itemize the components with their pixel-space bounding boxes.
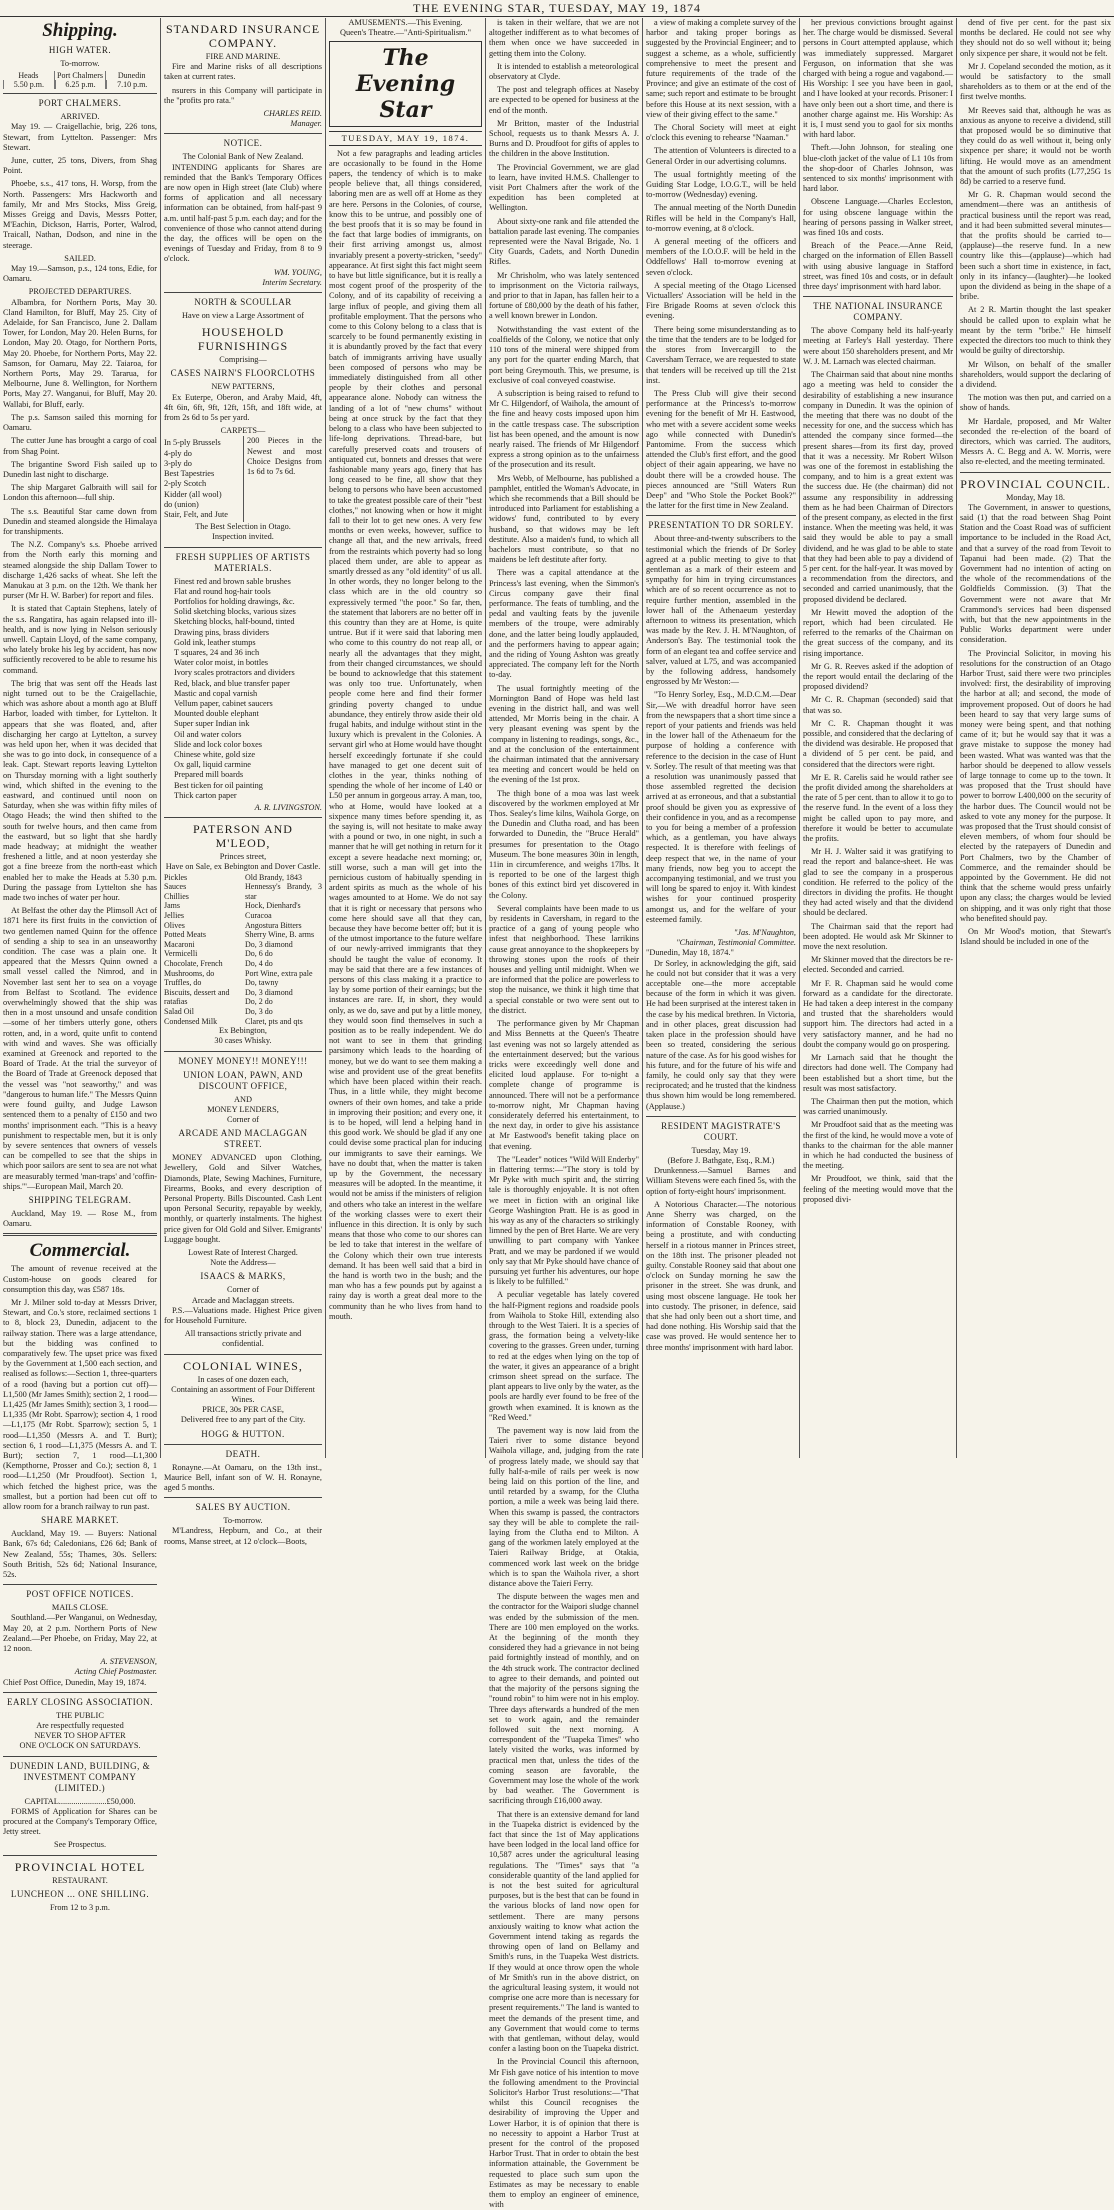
- sales-text: M'Landress, Hepburn, and Co., at their rooms, Manse street, at 12 o'clock—Boots,: [164, 1526, 322, 1546]
- sailed-item: May 19.—Samson, p.s., 124 tons, Edie, for Oamaru.: [3, 264, 157, 284]
- sale-list: Pickles Sauces Chillies Jams Jellies Olives Potted Meats Macaroni Vermicelli Chocolate, French Mushrooms, do Truffles, do Biscuits, dessert and ratafias Salad Oil Condensed Milk Old Brandy, 1843 Hennessy's Brandy, 3 star Hock, Dienhard's Curacoa Angostura Bitters Sherry Wine, B. arms Do, 3 diamond Do, 6 do Do, 4 do Port Wine, extra pale Do, tawny Do, 3 diamond Do, 2 do Do, 3 do Claret, pts and qts: [164, 872, 322, 1026]
- post-heading: POST OFFICE NOTICES.: [26, 1589, 134, 1600]
- share-text: Auckland, May 19. — Buyers: National Bank, 67s 6d; Caledonians, £26 6d; Bank of New Zealand, 55s; Thames, 30s. Sellers: South British, 52s 6d; National Insurance, 52s.: [3, 1529, 157, 1580]
- projected-heading: PROJECTED DEPARTURES.: [28, 287, 132, 297]
- port-heading: PORT CHALMERS.: [38, 98, 122, 109]
- fresh-heading: FRESH SUPPLIES OF ARTISTS MATERIALS.: [175, 551, 311, 573]
- comprising: Comprising—: [219, 355, 267, 365]
- early-line: THE PUBLIC: [56, 1710, 104, 1720]
- meeting-text: Mr Skinner moved that the directors be re-elected. Seconded and carried.: [803, 955, 953, 975]
- and-line: AND: [234, 1094, 252, 1104]
- arrived-item: May 19. — Craigellachie, brig, 226 tons, Stewart, from Lyttelton. Passenger: Mrs Stewart.: [3, 122, 157, 152]
- meeting-text: Mr Larnach said that he thought the directors had done well. The Company had been established but a short time, but the result was most satisfactory.: [803, 1053, 953, 1093]
- meeting-text: Mr C. R. Chapman (seconded) said that that was so.: [803, 695, 953, 715]
- early-line: ONE O'CLOCK ON SATURDAYS.: [19, 1741, 141, 1751]
- court-item: Breach of the Peace.—Anne Reid, charged on the information of Ellen Bassell with using abusive language in Stafford street, was fined 10s and costs, or in default three days' imprisonment with hard labor.: [803, 241, 953, 292]
- council-date: Monday, May 18.: [1006, 492, 1065, 502]
- meeting-text: At 2 R. Martin thought the last speaker should be called upon to explain what he meant by the term "bribe." He himself expected the directors too much to think they would be guilty of directorship.: [960, 305, 1111, 356]
- news-item: The thigh bone of a moa was last week discovered by the workmen employed at Mr Thos. Sealey's lime kilns, Waihola Gorge, on the Dunedin and Clutha road, and has been forwarded to Dunedin, the "Bruce Herald" presumes for presentation to the Otago Museum. The bone measures 30in in length, 11in in circumference, and weighs 17lbs. It is reported to be one of the largest thigh bones of this extinct bird yet discovered in the Colony.: [489, 788, 639, 900]
- resident-heading: RESIDENT MAGISTRATE'S COURT.: [661, 1120, 781, 1142]
- ex-bebington: Ex Bebington,: [219, 1026, 267, 1036]
- inspection: Inspection invited.: [212, 532, 274, 542]
- court-item: Theft.—John Johnson, for stealing one blue-cloth jacket of the value of L1 10s from the shop-door of Charles Johnson, was sentenced to six months' imprisonment with hard labor.: [803, 143, 953, 194]
- leader-article: Not a few paragraphs and leading articles are occasionally to be found in the Home papers, the tendency of which is to make people believe that, all things considered, laboring men are as well off at Home as they are here. Persons in the Colonies, of course, know this to be untrue, and possibly one of the best proofs that it is so may be found in the fact that large bodies of immigrants, on their first arriving amongst us, almost invariably present a poverty-stricken, "seedy" appearance. At first sight this fact might seem to have but little significance, but it is really a most cogent proof of the prosperity of the Colony, and of its capability of receiving a large influx of people, and giving them all profitable employment. That the persons who come to this Colony belong to a class that is scarcely to be found permanently existing in it is abundantly proved by the fact that every batch of immigrants arriving have usually been composed of persons who may be immediately distinguished from all other people by their clothes and personal appearance alone. Nobody can witness the landing of a lot of "new chums" without being at once struck by the fact that they belong to a class who have been subjected to life-long deprivations. Thread-bare, but carefully preserved coats and trousers of antiquated cut, bonnets and dresses that were fashionable many years ago, finery that has long ceased to be fine, all show that they belong to persons who have been accustomed to take the greatest possible care of their "best clothes," not knowing when or how it might fall to their lot to get new ones. A very few months or even weeks, however, suffice to change all that, and the new arrivals, freed from the restraints which poverty had so long placed them under, are able to appear as smartly dressed as any "old identity" of us all. In other words, they no longer belong to the class which are in the old country so expressively termed "the poor." So far, then, the statement that laborers are no better off in this country than they are at Home, is quite untrue. But if it were said that laboring men who come to this country do not reap all, or nearly all the advantages that they might, from their changed circumstances, we should be bound to acknowledge that this statement was only too true. Unfortunately, when people come here and find their former grinding poverty changed to undue abundance, they entirely throw aside their old frugal habits, and indulge without stint in the luxury which is prevalent in the Colonies. A servant girl who at Home would have thought herself exceedingly fortunate if she could have managed to get one decent suit of clothes in the year, thinks nothing of spending the whole of her income of L40 or L50 per annum in gorgeous array. A man, too, who at Home, would have looked at a sixpence many times before spending it, as the saying is, will not hesitate to make away with a pound or two, in one night, in such a manner that he will get nothing in return for it except a severe headache next morning; or, still worse, such a man will get into the pernicious custom of habitually spending in ardent spirits as much as the whole of his wages amounted to at Home. We do not say that it is right or necessary that persons who come here should save all that they can, because they have become better off; but it is of the utmost importance to the future welfare of our newly-arrived immigrants that they should be taught the value of economy. It may be said that there are a few instances of persons of this class making it a practice to lay by some portion of their earnings; but the instances are rare. If, in short, they would only, as we do, save and put by a little money, they would soon find themselves in such a position as to be really independent. We do not want to see in them that grinding parsimony which leads to the hoarding of money, but we do want to see them making a wise and provident use of the great benefits which have been placed within their reach. Thus, in a little while, they might become owners of their own homes, and take a pride in improving their position; and every one, it is to be hoped, will lend a helping hand in this good work. We should be glad if any one could devise some practical plan for inducing our immigrants to save their earnings. We have no doubt that, when the matter is taken up by the Government, the necessary measures will be adopted. In the meantime, it would not be amiss if the ministers of religion and others who take an interest in the welfare of the working classes were to exert their influence in this direction. It is only by such means that those who come to our shores can be led to take that interest in the welfare of the Colony which their own true interests demand. It has been well said that a bird in the hand is worth two in the bush; and the man who has a few pounds put by against a rainy day is worth a great deal more to the community than he who lives from hand to mouth.: [329, 148, 483, 1321]
- news-item: Mr Britton, master of the Industrial School, requests us to thank Messrs A. J. Burns and D. Proudfoot for gifts of apples to the children in the above Institution.: [489, 118, 639, 159]
- news-item: It is intended to establish a meteorological observatory at Clyde.: [489, 61, 639, 82]
- have-on-sale: Have on Sale, ex Bebington and Dover Castle.: [165, 862, 321, 872]
- signature-title: Acting Chief Postmaster.: [74, 1667, 157, 1677]
- shipping-news: At Belfast the other day the Plimsoll Act of 1871 here its first fruits in the conviction of two gentlemen named Quinn for the offence of sending a ship to sea in an unseaworthy condition. The case was a plain one. It appeared that the Messrs Quinn owned a small vessel called the Nimrod, and in November last sent her to sea on a voyage from Belfast to Scotland. The evidence overwhelmingly showed that the ship was then in a most unsound and unsafe condition—some of her timbers utterly gone, others rotten, and, in a word, quite unfit to contend with wind and waves. She was officially examined at Greenock and reported to the Board of Trade. At the trial the surveyor of the Board of Trade at Greenock deposed that the vessel was "not seaworthy," and was "dangerous to human life." The Messrs Quinn were found guilty, and Judge Lawson sentenced them to a penalty of £150 and two months' imprisonment each. "This is a heavy punishment to respectable men, but it is only by severe sentences that owners of vessels can be compelled to see that the ships in which poor sailors are sent to sea are not what are measurably termed 'man-traps' and 'coffin-ships.'"—European Mail, March 20.: [3, 906, 157, 1191]
- arrived-item: Phoebe, s.s., 417 tons, H. Worsp, from the North. Passengers: Mrs Hackworth and family, Mr and Mrs Stocks, Miss Greig, Misses Greigg and Davis, Messrs Potter, M'Eachin, Dickson, Harris, Porter, Walrod, Traicall, Nathan, Dodson, and nine in the steerage.: [3, 179, 157, 250]
- shipping-news: The cutter June has brought a cargo of coal from Shag Point.: [3, 436, 157, 456]
- resident-before: (Before J. Bathgate, Esq., R.M.): [667, 1155, 775, 1165]
- news-item: The usual fortnightly meeting of the Mornington Band of Hope was held last evening in the district hall, and was well attended, Mr Morris being in the chair. A very pleasant evening was spent by the company in listening to readings, songs, &c., and at the conclusion of the entertainment the chairman intimated that the anniversary tea meeting and concert would be held on the evening of the 1st prox.: [489, 683, 639, 785]
- news-item: That there is an extensive demand for land in the Tuapeka district is evidenced by the fact that since the 1st of May applications have been lodged in the local land office for 10,587 acres under the agricultural leasing regulations. The "Times" says that "a considerable quantity of the land applied for is not the best suited for agricultural purposes, but is the best that can be found in the various blocks of land now open for settlement. There are many persons anxiously waiting to know what action the Government intend taking as regards the throwing open of land on Bellamy and Smith's runs, in the Tuapeka West districts. If they would at once throw open the whole of Mr Smith's run in the above district, on the agricultural leasing system, it would not comprise one acre more than is necessary for present requirements." The land is wanted to meet the demands of the present time, and any Government that would come to terms with that gentleman, without delay, would confer a lasting boon on the Tuapeka district.: [489, 1809, 639, 2054]
- corner-line: Corner of: [226, 1114, 260, 1124]
- news-item: The "Leader" notices "Wild Will Enderby" in flattering terms:—"The story is told by Mr Pyke with much spirit and, the stirring tale is thoroughly enjoyable. It is not often we meet in fiction with an original like George Washington Pratt. He is as good in his way as any of the characters so strikingly limned by the pen of Bret Harte. We are very unwilling to part company with Yankee Pratt, and we may be pardoned if we would only say that Mr Pyke should have chance of pursuing yet further his adventures, our hope is likely to be fulfilled.": [489, 1154, 639, 1287]
- insurers-text: nsurers in this Company will participate in the "profits pro rata.": [164, 85, 322, 105]
- luncheon-line: LUNCHEON ... ONE SHILLING.: [10, 1888, 150, 1899]
- news-item: The usual fortnightly meeting of the Guiding Star Lodge, I.O.G.T., will be held to-morrow (Wednesday) evening.: [646, 169, 796, 200]
- shipping-news: It is stated that Captain Stephens, lately of the s.s. Rangatira, has again relapsed into ill-health, and is now lying in Nelson seriously unwell. Captain Lloyd, of the same company, who lately broke his leg by accident, has now sufficiently recovered to be able to resume his command.: [3, 604, 157, 675]
- forms-text: FORMS of Application for Shares can be procured at the Company's Temporary Office, Jetty street.: [3, 1806, 157, 1837]
- news-item: Mrs Webb, of Melbourne, has published a pamphlet, entitled the Woman's Advocate, in which she recommends that a Bill should be introduced into Parliament for establishing a widows' fund, contributed to by every husband, so that widows may be left destitute. Also a maiden's fund, to which all bachelors must contribute, so that no maidens be left destitute after forty.: [489, 473, 639, 565]
- meeting-text: Mr Wilson, on behalf of the smaller shareholders, would support the declaring of a dividend.: [960, 359, 1111, 389]
- tide-table: [3, 71, 157, 89]
- ex-ships-text: Ex Euterpe, Oberon, and Araby Maid, 4ft, 4ft 6in, 6ft, 9ft, 12ft, 15ft, and 18ft wide, at from 2s 6d to 5s per yard.: [164, 392, 322, 423]
- lowest-rate: Lowest Rate of Interest Charged.: [188, 1247, 298, 1257]
- council-text: On Mr Wood's motion, that Stewart's Island should be included in one of the: [960, 927, 1111, 947]
- delivered-line: Delivered free to any part of the City.: [180, 1415, 306, 1425]
- national-insurance-heading: THE NATIONAL INSURANCE COMPANY.: [813, 301, 943, 323]
- court-item: Obscene Language.—Charles Eccleston, for using obscene language within the hearing of persons passing in Walker street, was fined 10s and costs.: [803, 197, 953, 238]
- news-item: A special meeting of the Otago Licensed Victuallers' Association will be held in the Fire Brigade Rooms at seven o'clock this evening.: [646, 280, 796, 321]
- meeting-text: The above Company held its half-yearly meeting at Farley's Hall yesterday. There were about 150 shareholders present, and Mr W. J. M. Larnach was elected chairman.: [803, 326, 953, 366]
- meeting-text: Mr C. R. Chapman thought it was possible, and considered that the declaring of the dividend was desirable. He proposed that a dividend of 5 per cent. be paid, and considered that the directors were right.: [803, 718, 953, 769]
- meeting-text: The motion was then put, and carried on a show of hands.: [960, 393, 1111, 413]
- news-item: The performance given by Mr Chapman and Miss Bennetts at the Queen's Theatre last evening was not so largely attended as the entertainment deserved; but the various tricks were exceedingly well done and elicited loud applause. For to-night a complete change of programme is announced. There will not be a performance to-morrow night, Mr Chapman having considerately deferred his entertainment, to the next day, in order to give his assistance at Mr Eastwood's benefit taking place on that evening.: [489, 1019, 639, 1151]
- telegram-heading: SHIPPING TELEGRAM.: [28, 1194, 132, 1205]
- sailed-heading: SAILED.: [64, 253, 96, 263]
- tomorrow-label: To-morrow.: [60, 59, 100, 68]
- projected-list: Albambra, for Northern Ports, May 30. Cland Hamilton, for Bluff, May 25. City of Adelaide, for San Francisco, June 2. Dallam Tower, for London, May 20. Helen Burns, for London, May 20. Otago, for Northern Ports, May 20. Phoebe, for Northern Ports, May 22. Samson, for Oamaru, May 22. Taiaroa, for Northern Ports, May 29. Tararua, for Melbourne, June 8. Wellington, for Northern Ports, May 27. Wanganui, for Bluff, May 20. Wallabi, for Bluff, early.: [3, 297, 157, 409]
- masthead: THE EVENING STAR, TUESDAY, MAY 19, 1874: [0, 0, 1114, 17]
- newspaper-title: The Evening Star: [355, 45, 456, 124]
- death-text: Ronayne.—At Oamaru, on the 13th inst., Maurice Bell, infant son of W. H. Ronayne, aged 5 months.: [164, 1462, 322, 1492]
- money-lenders: MONEY LENDERS,: [207, 1104, 279, 1114]
- meeting-text: Mr G. R. Reeves asked if the adoption of the report would entail the declaring of the proposed dividend?: [803, 661, 953, 692]
- shipping-news: The brigantine Sword Fish sailed up to Dunedin last night to discharge.: [3, 459, 157, 479]
- news-item: Notwithstanding the vast extent of the coalfields of the Colony, we notice that only 110 tons of the mineral were shipped from any port for the quarter ending March, that port being Greymouth. This, we presume, is exclusive of coal conveyed coastwise.: [489, 324, 639, 385]
- meeting-text: The Chairman then put the motion, which was carried unanimously.: [803, 1096, 953, 1117]
- transactions-line: All transactions strictly private and confidential.: [184, 1329, 302, 1349]
- shipping-heading: Shipping.: [42, 20, 118, 41]
- tomorrow-label: To-morrow.: [223, 1516, 263, 1526]
- meeting-text: dend of five per cent. for the past six months be declared. He could not see why they should not do so well without it; being only sixpence per share, it would not be felt.: [960, 18, 1111, 58]
- cases-whisky: 30 cases Whisky.: [214, 1036, 272, 1046]
- news-item: About sixty-one rank and file attended the battalion parade last evening. The companies represented were the Naval Brigade, No. 1 City Guards, Cadets, and North Dunedin Rifles.: [489, 216, 639, 267]
- presentation-text: About three-and-twenty subscribers to the testimonial which the friends of Dr Sorley agreed at a public meeting to give to that gentleman as a mark of their esteem and sympathy for him in trying circumstances which are of so recent occurrence as not to require further mention, assembled in the lower hall of the Athenaeum yesterday afternoon to witness its presentation, which was made by the Rev. J. H. M'Naughton, of Anderson's Bay. The testimonial took the form of an elegant tea and coffee service and salver, valued at L75, and was accompanied by the following address, handsomely engrossed by Mr Weston:—: [646, 534, 796, 687]
- signature: WM. YOUNG,: [273, 267, 322, 277]
- intending-text: INTENDING applicants for Shares are reminded that the Bank's Temporary Offices are now open in High street (late Club) where forms of application and all necessary information can be obtained, from half-past 9 a.m. until half-past 5 p.m. each day; and for the convenience of those who cannot attend during the day, the offices will be open on the evenings of Tuesday and Friday, from 8 to 9 o'clock.: [164, 162, 322, 264]
- column-1: [0, 18, 160, 1912]
- shipping-news: The brig that was sent off the Heads last night turned out to be the Craigellachie, which was ashore about a month ago at Bluff Harbor, loaded with timber, for Lyttelton. It appears that she was floated, and, after discharging her cargo at Lyttelton, a survey was held upon her, when it was decided that she was to go into dock, in consequence of a leak. Capt. Stewart reports leaving Lyttelton on Thursday morning with a light southerly wind, which shifted in the evening to the eastward, and continued until noon on Saturday, when she was within fifty miles of Otago Heads; the wind then shifted to the south for twelve hours, and then came from the eastward, but so light that she hardly made headway; at midnight the weather freshened a little, and at noon yesterday she got a fine breeze from the north-east which enabled her to make the Heads at 5.30 p.m. During the passage from Lyttelton she has made two inches of water per hour.: [3, 678, 157, 903]
- court-item: A Notorious Character.—The notorious Anne Sherry was charged, on the information of Constable Rooney, with being a prostitute, and with conducting herself in a riotous manner in Princes street, on the 18th inst. The prisoner pleaded not guilty. Constable Rooney said that about one o'clock on Sunday morning he saw the prisoner in the street. She was drunk, and using most obscene language. He took her into custody. The prisoner, in defence, said that she had only been out a short time, and had done nothing. His Worship said that the case was proved. He would sentence her to three months' imprisonment with hard labor.: [646, 1199, 796, 1352]
- provincial-council-heading: PROVINCIAL COUNCIL.: [960, 476, 1111, 491]
- news-item: Mr Chrisholm, who was lately sentenced to imprisonment on the Victoria railways, and prior to that in Japan, has fallen heir to a fortune of £80,000 by the death of his father, a well known brewer in London.: [489, 270, 639, 321]
- household-heading: HOUSEHOLD FURNISHINGS: [197, 325, 289, 354]
- union-heading: UNION LOAN, PAWN, AND DISCOUNT OFFICE,: [183, 1069, 303, 1091]
- early-line: Are respectfully requested: [36, 1721, 124, 1731]
- signature-date: "Dunedin, May 18, 1874.": [646, 948, 734, 958]
- arcade2-line: Arcade and Maclaggan streets.: [191, 1295, 295, 1305]
- column-7: [956, 18, 1114, 1458]
- meeting-text: Mr E. R. Carelis said he would rather see the profit divided among the shareholders at the rate of 5 per cent. than to allow it to go to the reserve fund. In the event of a loss they might be called upon to pay more, and therefore it would be better to accumulate the profits.: [803, 772, 953, 844]
- signature: A. STEVENSON,: [100, 1657, 157, 1667]
- dateline: TUESDAY, MAY 19, 1874.: [329, 131, 482, 145]
- news-item: a view of making a complete survey of the harbor and taking proper borings as suggested by the Provincial Engineer; and to suggest a scheme, as a whole, sufficiently comprehensive to meet the present and future requirements of the trade of the Province; and give an estimate of the cost of same; such report and estimate to be brought before this House at its next session, with a view of their giving effect to the same.": [646, 18, 796, 119]
- prospectus-line: See Prospectus.: [53, 1840, 107, 1850]
- shipping-news: The N.Z. Company's s.s. Phoebe arrived from the North early this morning and steamed alongside the ship Dallam Tower to discharge 1,426 sacks of wheat. She left the Manukau at 3 p.m. on the 12th. We thank her purser (Mr H. W. Barber) for report and files.: [3, 540, 157, 601]
- hogg-heading: HOGG & HUTTON.: [201, 1428, 285, 1439]
- arrived-heading: ARRIVED.: [60, 112, 100, 122]
- news-item: The post and telegraph offices at Naseby are expected to be opened for business at the end of the month.: [489, 85, 639, 115]
- fire-text: Fire and Marine risks of all descriptions taken at current rates.: [164, 62, 322, 82]
- early-line: NEVER TO SHOP AFTER: [34, 1731, 126, 1741]
- meeting-text: Mr Proudfoot, we think, said that the feeling of the meeting would move that the proposed divi-: [803, 1174, 953, 1204]
- news-item: The Provincial Government, we are glad to learn, have invited H.M.S. Challenger to visit Port Chalmers after the work of the expedition has been completed at Wellington.: [489, 162, 639, 213]
- news-item: A subscription is being raised to refund to Mr C. Hilgendorf, of Waihola, the amount of the fine and heavy costs imposed upon him in the cattle trespass case. The subscription list has been opened, and the amount is now nearly raised. The friends of Mr Hilgendorf express a strong opinion as to the unfairness of the prosecution and its result.: [489, 388, 639, 470]
- shipping-news: The s.s. Beautiful Star came down from Dunedin and steamed alongside the Himalaya for transhipments.: [3, 506, 157, 536]
- north-heading: NORTH & SCOULLAR: [194, 297, 292, 308]
- signature-title: Manager.: [290, 119, 322, 129]
- signature: A. R. LIVINGSTON.: [254, 802, 322, 812]
- luncheon-time: From 12 to 3 p.m.: [50, 1902, 110, 1912]
- money-text: MONEY ADVANCED upon Clothing, Jewellery, Gold and Silver Watches, Diamonds, Plate, Sewing Machines, Furniture, Firearms, Books, and every description of Personal Property. Bills Discounted. Cash Lent upon Personal Security, repayable by weekly, monthly, or quarterly instalments. The highest price given for Old Gold and Silver. Emigrants' Luggage bought.: [164, 1153, 322, 1244]
- news-item: The dispute between the wages men and the contractor for the Waipori sludge channel was ended by the submission of the men. There are 100 men employed on the works. At the beginning of the month they considered they had a grievance in not being paid fortnightly instead of monthly, and on the 4th struck work. The contractor declined to agree to their demands, and pointed out that the majority of the persons signing the "round robin" to him were not in his employ. Three days afterwards a hundred of the men set to work again, and the remainder followed suit the next morning. A correspondent of the "Tuapeka Times" who lately visited the works, was informed by practical men that, unless the tides of the coming season are favorable, the Government may lose the whole of the work by bad weather. The Government is sacrificing through £16,000 away.: [489, 1592, 639, 1806]
- resident-date: Tuesday, May 19.: [691, 1145, 751, 1155]
- meeting-text: Mr Hardale, proposed, and Mr Walter seconded the re-election of the board of directors, which was carried. The auditors, Messrs A. C. Begg and A. W. Morris, were also re-elected, and the meeting terminated.: [960, 416, 1111, 467]
- carpets-note: 200 Pieces in the Newest and most Choice Designs from 1s 6d to 7s 6d.: [243, 436, 322, 522]
- carpets-heading: CARPETS—: [220, 426, 266, 436]
- shipping-news: The ship Margaret Galbraith will sail for London this afternoon—full ship.: [3, 483, 157, 503]
- news-item: The annual meeting of the North Dunedin Rifles will be held in the Company's Hall, to-morrow evening, at 8 o'clock.: [646, 203, 796, 233]
- mails-heading: MAILS CLOSE.: [51, 1603, 109, 1613]
- queens-line: Queen's Theatre.—"Anti-Spiritualism.": [340, 28, 471, 38]
- news-item: The Press Club will give their second performance at the Princess's to-morrow evening for the benefit of Mr H. Eastwood, who met with a severe accident some weeks ago while connected with Dunedin's Pantomime. From the success which attended the Club's first effort, and the good object of their again appearing, we have no doubt there will be a crowded house. The pieces announced are "Still Waters Run Deep" and "Who Stole the Pocket Book?" the latter for the first time in New Zealand.: [646, 388, 796, 511]
- column-6: [799, 18, 956, 1458]
- new-patterns: NEW PATTERNS,: [211, 382, 275, 392]
- column-4: [485, 18, 642, 2210]
- best-selection: The Best Selection in Otago.: [195, 522, 291, 532]
- share-heading: SHARE MARKET.: [41, 1515, 119, 1526]
- meeting-text: Mr F. R. Chapman said he would come forward as a candidate for the directorate. He had taken a deep interest in the company and trusted that the shareholders would support him. The directors had acted in a very satisfactory manner, and he had no doubt the company would go on prospering.: [803, 978, 953, 1049]
- column-2: [160, 18, 325, 1546]
- news-item: A general meeting of the officers and members of the I.O.O.F. will be held in the Oddfellows' Hall to-morrow evening at seven o'clock.: [646, 237, 796, 277]
- column-5: [642, 18, 799, 1458]
- commercial-heading: Commercial.: [29, 1240, 131, 1262]
- in-cases: In cases of one dozen each,: [197, 1374, 289, 1384]
- council-text: The Provincial Solicitor, in moving his resolutions for the construction of an Otago Harbor Trust, said there were two principles involved: first, the desirability of improving the harbor at all; and second, the mode of improvement proposed. Out of doors he had been heard to say that very large sums of money were being spent, and that nothing came of it; but he would say that it was a grave mistake to suppose the money had been wasted. What was wanted was that the harbor should be deepened to allow vessels of large tonnage to come up to the town. It was proposed that the Trust should have power to borrow L400,000 on the security of the harbor dues. The Council would not be asked to vote any money for the purpose. It was proposed that the Trust should consist of eleven members, of whom four should be elected by the ratepayers of Dunedin and Port Chalmers, two by the Chamber of Commerce, and the remainder should be appointed by the Government. He did not think that the scheme would press unfairly upon any class; the charges would be levied on shipping, and it was only right that those who benefited should pay.: [960, 648, 1111, 923]
- meeting-text: The Chairman said that the report had been adopted. He would ask Mr Skinner to move the next resolution.: [803, 921, 953, 952]
- news-item: There was a capital attendance at the Princess's last evening, when the Simmon's Circus company gave their final performance. The feats of tumbling, and the pedal and vaulting feats by the juvenile members of the troupe, were admirably done, and the latter being loudly applauded, and the performers having to appear again; and the riding of Young Ashton was greatly appreciated. The company left for the North to-day.: [489, 568, 639, 680]
- fire-heading: FIRE AND MARINE.: [205, 52, 281, 61]
- death-heading: DEATH.: [225, 1448, 261, 1459]
- news-item: A peculiar vegetable has lately covered the half-Pigment regions and roadside pools from Waihola to Stoke Hill, extending also through to the West Taieri. It is a species of grass, the formation being a velvety-like covering to the grasses. Green under, turning to red at the edges when lying on the top of the water, it gives an appearance of a bright crimson sheet spread on the surface. The plant appears to live only by the water, as the pools are hardly ever found to be free of the growth when examined. It is known as the "Red Weed.": [489, 1290, 639, 1422]
- princes: Princes street,: [219, 852, 267, 862]
- title-block: [329, 41, 482, 127]
- signature: "Jas. M'Naughton,: [733, 928, 796, 938]
- telegram-text: Auckland, May 19. — Rose M., from Oamaru.: [3, 1208, 157, 1229]
- paterson-heading: PATERSON AND M'LEOD,: [193, 822, 293, 851]
- notice-heading: NOTICE.: [223, 138, 263, 149]
- arcade-line: ARCADE AND MACLAGGAN STREET.: [178, 1128, 308, 1150]
- signature-title: "Chairman, Testimonial Committee.: [676, 938, 796, 948]
- news-item: Several complaints have been made to us by residents in Caversham, in regard to the practice of a gang of young people who infest that neighborhood. These larrikins cause great annoyance to the shopkeepers by throwing stones upon the roofs of their houses and yelling until midnight. When we are informed that the police are powerless to stop the nuisance, we think it high time that a special constable or two were sent out to the district.: [489, 903, 639, 1015]
- artists-list: Finest red and brown sable brushes Flat and round hog-hair tools Portfolios for holding drawings, &c. Solid sketching blocks, various sizes Sketching blocks, half-bound, tinted Drawing pins, brass dividers Gold ink, leather stumps T squares, 24 and 36 inch Water color moist, in bottles Ivory scales protractors and dividers Red, black, and blue transfer paper Mastic and copal varnish Vellum paper, cabinet saucers Mounted double elephant Super super Indian ink Oil and water colors Slide and lock color boxes Chinese white, gold size Ox gall, liquid carmine Prepared mill boards Best ticken for oil painting Thick carton paper: [174, 576, 296, 800]
- news-item: is taken in their welfare, that we are not altogether indifferent as to what becomes of them when once we have succeeded in getting them into the Colony.: [489, 18, 639, 58]
- carpets-list: In 5-ply Brussels 4-ply do 3-ply do Best Tapestries 2-ply Scotch Kidder (all wool) do (union) Stair, Felt, and Jute: [164, 438, 228, 519]
- meeting-text: Mr Hewitt moved the adoption of the report, which had been circulated. He referred to the remarks of the Chairman on the great success of the company, and its rising importance.: [803, 607, 953, 658]
- tide-cell: Dunedin 7.10 p.m.: [105, 71, 157, 89]
- commercial-text: Mr J. Milner sold to-day at Messrs Driver, Stewart, and Co.'s store, reclaimed sections 1 to 8, block 23, Dunedin, adjacent to the railway station. There was a large attendance, but the bidding was confined to comparatively few. The upset price was fixed by the Government at 1,500 each section, and realised as follows:—Section 1, three-quarters of a rood (having but a portion cut off)—L1,500 (Mr James Smith); section 2, 1 rood—L1,425 (Mr James Smith); section 3, 1 rood—L1,335 (Mr Robt. Sparrow); section 4, 1 rood—L1,175 (Mr Robt. Sparrow); section 5, 1 rood—L1,350 (Messrs A. and T. Burt); section 6, 1 rood—L1,375 (Messrs A. and T. Burt); section 7, 1 rood—L1,300 (Kempthorne, Prosser and Co.); section 8, 1 rood—L1,250 (Mr Proudfoot). Section 1, which fetched the highest price, was the smallest, but a portion had been cut off to allow room for a branch railway to run past.: [3, 1297, 157, 1511]
- sales-heading: SALES BY AUCTION.: [195, 1502, 291, 1513]
- arrived-item: June, cutter, 25 tons, Divers, from Shag Point.: [3, 156, 157, 176]
- commercial-text: The amount of revenue received at the Custom-house on goods cleared for consumption this day, was £587 18s.: [3, 1264, 157, 1294]
- amusements-line: AMUSEMENTS.—This Evening.: [348, 18, 463, 27]
- standard-heading: STANDARD INSURANCE COMPANY.: [165, 22, 321, 50]
- signature-place: Chief Post Office, Dunedin, May 19, 1874.: [3, 1677, 147, 1687]
- meeting-text: Mr Proudfoot said that as the meeting was the first of the kind, he would move a vote of thanks to the chairman for the able manner in which he had conducted the business of the meeting.: [803, 1120, 954, 1171]
- note-address: Note the Address—: [210, 1258, 276, 1268]
- colonial-wines-heading: COLONIAL WINES,: [183, 1358, 303, 1373]
- presentation-text: Dr Sorley, in acknowledging the gift, said he could not but consider that it was a very acceptable one—the more acceptable because of the form in which it was given. He had been surprised at the interest taken in the case by his medical brethren. In Victoria, and in other places, great discussion had taken place in the profession should have been so treated, considering the serious nature of the case. As for his good wishes for his future, and for the future of his wife and family, he could only say that they were reciprocated; and he trusted that the kindness thus shown him would be long remembered. (Applause.): [646, 958, 796, 1111]
- capital-line: CAPITAL.......................£50,000.: [24, 1796, 136, 1806]
- dunedin-heading: DUNEDIN LAND, BUILDING, & INVESTMENT COMPANY (LIMITED.): [9, 1760, 151, 1793]
- cases-heading: CASES NAIRN'S FLOORCLOTHS: [170, 368, 316, 379]
- high-water-heading: HIGH WATER.: [48, 45, 112, 55]
- court-item: Drunkenness.—Samuel Barnes and William Stevens were each fined 5s, with the option of forty-eight hours' imprisonment.: [646, 1166, 796, 1196]
- isaacs-heading: ISAACS & MARKS,: [200, 1271, 286, 1282]
- news-item: The Choral Society will meet at eight o'clock this evening to rehearse "Naaman.": [646, 123, 796, 143]
- tide-cell: Port Chalmers 6.25 p.m.: [54, 71, 106, 89]
- news-item: There being some misunderstanding as to the time that the tenders are to be lodged for the stores from Invercargill to the Caversham Terrace, we are requested to state that tenders will be received up till the 21st inst.: [646, 324, 796, 385]
- ps-text: P.S.—Valuations made. Highest Price given for Household Furniture.: [164, 1305, 322, 1325]
- presentation-heading: PRESENTATION TO DR SORLEY.: [648, 520, 794, 531]
- money-heading: MONEY MONEY!! MONEY!!!: [178, 1055, 308, 1066]
- news-item: The attention of Volunteers is directed to a General Order in our advertising columns.: [646, 146, 796, 166]
- meeting-text: Mr H. J. Walter said it was gratifying to read the report and balance-sheet. He was glad to see the company in a prosperous condition. He referred to the policy of the directors in dividing the profits. He thought they had acted wisely and that the dividend should be declared.: [803, 847, 953, 918]
- mails-text: Southland.—Per Wanganui, on Wednesday, May 20, at 2 p.m. Northern Ports of New Zealand.—Per Phoebe, on Friday, May 22, at 12 noon.: [3, 1613, 157, 1654]
- shipping-news: The p.s. Samson sailed this morning for Oamaru.: [3, 412, 157, 433]
- presentation-text: "To Henry Sorley, Esq., M.D.C.M.—Dear Sir,—We with dreadful horror have seen from the newspapers that a short time since a report of your patients and friends was held in the lower hall of the Athenaeum for the purpose of holding a conference with reference to the decision in the case of Hunt v. Sorley. The result of that meeting was that a resolution was unanimously passed that those assembled regretted the decision arrived at as erroneous, and that a substantial proof should be given you as expressive of their confidence in you, and as a recompense to you for being a member of a profession which, as a gentleman, you have always respected. It is therefore with feelings of deep respect that we, in the name of your many friends, now beg you to accept the accompanying testimonial, and we trust you will long be spared to enjoy it. With kindest wishes for your continued prosperity amongst us, and for the welfare of your esteemed family.: [646, 690, 796, 924]
- early-closing-heading: EARLY CLOSING ASSOCIATION.: [6, 1696, 154, 1707]
- news-item: In the Provincial Council this afternoon, Mr Fish gave notice of his intention to move the following amendment to the Provincial Solicitor's Harbor Trust resolutions:—"That whilst this Council recognises the desirability of improving the Upper and Lower Harbor, it is of opinion that there is no necessity to appoint a Harbor Trust at present for the control of the proposed Harbor Trust. That in order to obtain the best information attainable, the Government be requested to place such sum upon the Estimates as may be necessary to enable them to employ an engineer of eminence, with: [489, 2057, 639, 2210]
- meeting-text: Mr Reeves said that, although he was as anxious as anyone to receive a dividend, still that proposed would be so diminutive that they could do as well without it, being only sixpence per share; it would not be worth lifting. He would move as an amendment that the amount of such profits (L77,25G 1s 8d) be carried to a reserve fund.: [960, 105, 1111, 187]
- price-line: PRICE, 30s PER CASE,: [202, 1405, 284, 1415]
- column-3: [325, 18, 485, 1458]
- north-sub: Have on view a Large Assortment of: [182, 311, 304, 321]
- court-item: her previous convictions brought against her. The charge would be dismissed. Several persons in Court attempted applause, which was immediately suppressed. Margaret Ferguson, on information that she was charged with being a rogue and vagabond.—His Worship: I see you have been in gaol, and I have looked at your records. Prisoner: I have only been out a short time, and there is another charge against me. His Worship: As it is, I must send you to gaol for six months with hard labor.: [803, 18, 953, 140]
- colonial-bank: The Colonial Bank of New Zealand.: [182, 152, 304, 162]
- council-text: The Government, in answer to questions, said (1) that the road between Shag Point Station and the Coast Road was of sufficient importance to be included in the Road Act, and that a survey of the road from Tevoit to Tapanui had been made. (2) That the Government had no intention of acting on the whole of the recommendations of the Goldfields Commission. (3) That the Government were not aware that Mr Crammond's services had been dispensed with, but that the new appointments in the Public Works department were under consideration.: [960, 502, 1111, 645]
- meeting-text: The Chairman said that about nine months ago a meeting was held to consider the desirability of establishing a new insurance company in Dunedin. It was the opinion of the meeting that there was no doubt of the necessity for one, and the success which has attended the company since formed—the present shares—from its first day, proved that it was a necessity. Mr Robert Wilson was one of the foremost in establishing the company, and to him is a great extent was the success due. He (the chairman) did not assume any responsibility in addressing them as he had been Chairman of Directors of the present company, as elected in the first instance. When the meeting was held, it was said they would be able to pay a small dividend, and he was glad to be able to state that they had been able to pay a dividend of 5 per cent. for the half-year. It was moved by a recommendation from the directors, and seconded and carried unanimously, that the proposed dividend be declared.: [803, 370, 953, 604]
- corner-line: Corner of: [226, 1285, 260, 1295]
- news-item: The pavement way is now laid from the Taieri river to some distance beyond Waihola village, and, judging from the rate of progress lately made, we should say that fully half-a-mile of rails per week is now being laid on this portion of the line, and until retarded by a swamp, for the Clutha portion, a mile a week was being laid there. When this swamp is passed, the contractors say they will be able to complete the rail-laying from the Clutha end to Milton. A gang of the workmen lately employed at the Taieri Railway Bridge, at Otakia, commenced work last week on the bridge which is to span the Waihola river, a short distance above the Taieri Ferry.: [489, 1426, 639, 1589]
- signature: CHARLES REID.: [263, 109, 322, 119]
- meeting-text: Mr G. R. Chapman would second the amendment—there was an antithesis of practical business until the report was read, and it had been submitted several minutes—that the profits should be carried to—(applause)—the reserve fund. In a new country like this—(applause)—which had been such a short time in existence, in fact, only in its infancy—(laughter)—he looked upon the dividend as being in the shape of a bribe.: [960, 190, 1111, 302]
- tide-cell: Heads 5.50 p.m.: [3, 71, 54, 89]
- meeting-text: Mr J. Copeland seconded the motion, as it would be satisfactory to the small shareholders as to them or at the end of the first twelve months.: [960, 61, 1111, 102]
- hotel-heading: PROVINCIAL HOTEL: [14, 1859, 146, 1874]
- containing: Containing an assortment of Four Different Wines.: [171, 1384, 315, 1404]
- signature-title: Interim Secretary.: [262, 277, 322, 287]
- restaurant-line: RESTAURANT.: [52, 1875, 108, 1885]
